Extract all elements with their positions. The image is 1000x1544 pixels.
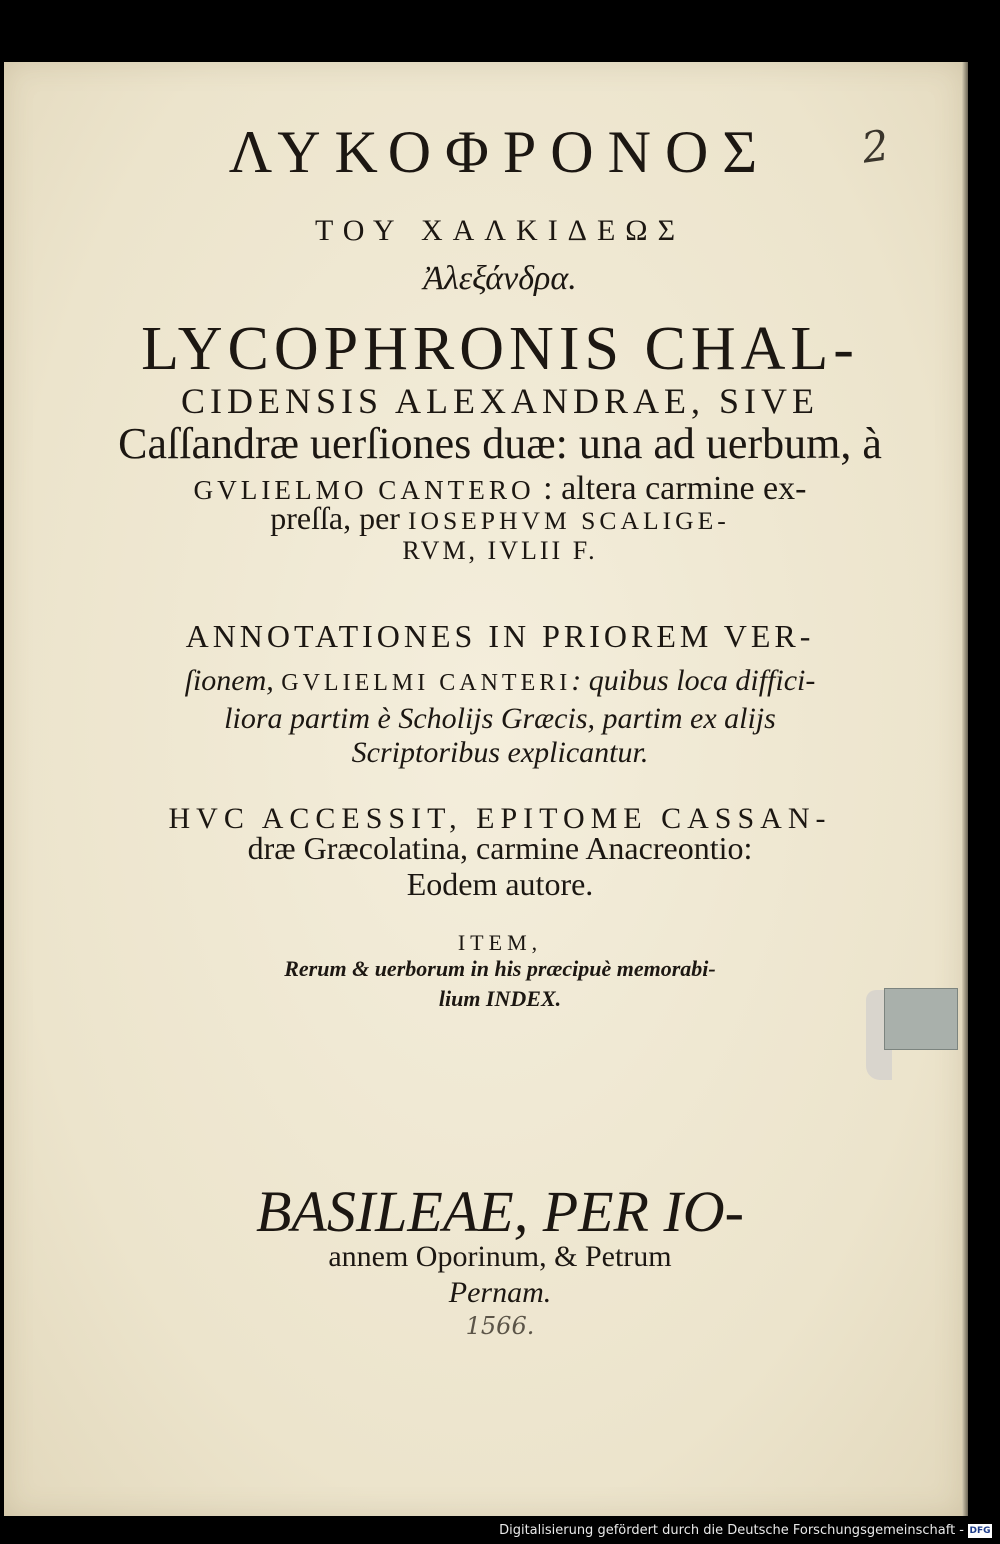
latin-title-line-6: RVM, IVLII F. — [402, 536, 598, 565]
latin-title-line-3: Caſſandræ uerſiones duæ: una ad uerbum, à — [118, 419, 882, 468]
greek-subtitle: ΤΟΥ ΧΑΛΚΙΔΕΩΣ — [314, 214, 686, 247]
greek-title: ΛΥΚΟΦΡΟΝΟΣ — [228, 119, 772, 185]
greek-work-title: Ἀλεξάνδρα. — [423, 260, 577, 297]
item-heading: ITEM, — [457, 930, 543, 955]
latin-title-line-5 — [0, 500, 1000, 537]
accessit-heading: HVC ACCESSIT, EPITOME CASSAN- — [168, 802, 832, 835]
latin-title: LYCOPHRONIS CHAL- — [141, 315, 859, 383]
handwritten-year: 1566. — [465, 1312, 535, 1340]
imprint-place: BASILEAE, PER IO- — [255, 1179, 744, 1244]
handwritten-page-number: 2 — [858, 120, 893, 173]
annotations-line-3: liora partim è Scholijs Græcis, partim ex alijs — [224, 702, 776, 735]
accessit-line-2: dræ Græcolatina, carmine Anacreontio: — [247, 830, 753, 866]
latin-title-line-2: CIDENSIS ALEXANDRAE, SIVE — [181, 381, 819, 421]
annotator-name: GVLIELMI CANTERI — [281, 670, 572, 696]
imprint-printer: annem Oporinum, & Petrum — [328, 1240, 672, 1273]
bookmark-tab — [884, 988, 958, 1050]
annotations-line-2-rest: : quibus loca diffici- — [571, 664, 816, 697]
annotations-line-4: Scriptoribus explicantur. — [351, 736, 649, 769]
annotations-line-2 — [0, 664, 1000, 698]
annotations-heading: ANNOTATIONES IN PRIOREM VER- — [185, 618, 815, 654]
index-line-1: Rerum & uerborum in his præcipuè memorabi- — [284, 956, 716, 981]
imprint-printer-2: Pernam. — [448, 1276, 552, 1309]
index-line-2: lium INDEX. — [438, 986, 562, 1011]
second-translator-name: IOSEPHVM SCALIGE- — [407, 506, 730, 535]
latin-title-line-4-rest: : altera carmine ex- — [543, 470, 807, 507]
funding-credit: Digitalisierung gefördert durch die Deutsche Forschungsgemeinschaft - — [499, 1523, 964, 1538]
annotations-line-2-start: ſionem, — [184, 664, 274, 697]
latin-title-line-5-start: preſſa, per — [270, 500, 400, 536]
accessit-line-3: Eodem autore. — [406, 866, 594, 902]
translator-name: GVLIELMO CANTERO — [193, 475, 535, 505]
dfg-logo-icon: DFG — [969, 1526, 991, 1536]
